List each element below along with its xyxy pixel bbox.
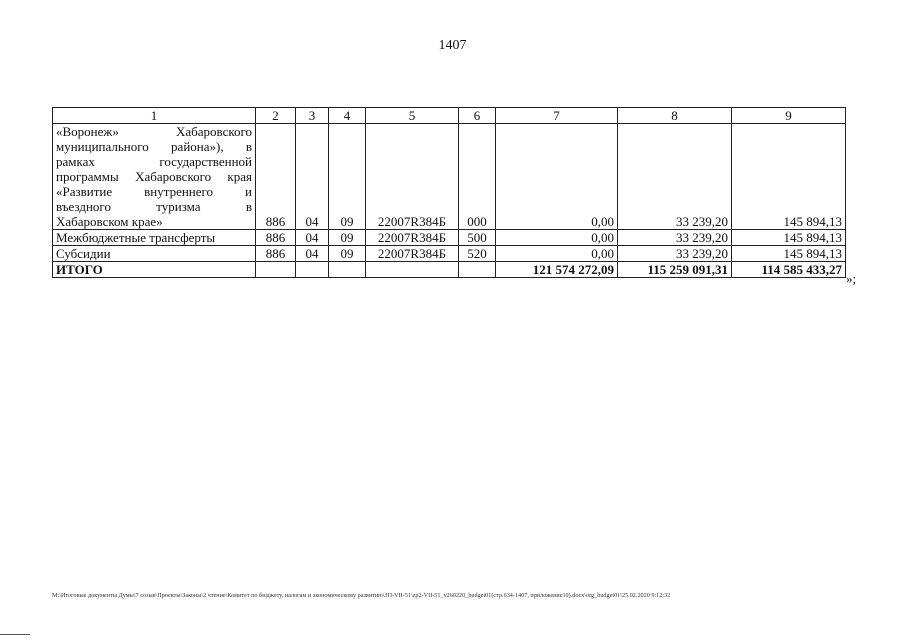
column-header: 5 <box>366 108 459 124</box>
cell-col5: 22007R384Б <box>366 246 459 262</box>
cell-col4: 09 <box>329 124 366 230</box>
cell-col8: 33 239,20 <box>618 124 732 230</box>
table-row <box>53 124 846 230</box>
column-header: 7 <box>496 108 618 124</box>
empty-cell <box>256 262 296 278</box>
cell-col9: 145 894,13 <box>732 246 846 262</box>
document-path-footer: M:\Итоговые документы Думы\7 созыв\Проекты\Законы\2 чтение\Комитет по бюджету, налогам и экономическому развитию\ЗП-VII-51\zp2-VII-51_v260220_budget01(стр.634-1407, приложение10).docx\org_budget01\25.02.2020 9:12:32 <box>52 592 671 599</box>
total-col7: 121 574 272,09 <box>496 262 618 278</box>
empty-cell <box>296 262 329 278</box>
cell-col8: 33 239,20 <box>618 246 732 262</box>
cell-col8: 33 239,20 <box>618 230 732 246</box>
cell-col3: 04 <box>296 124 329 230</box>
cell-col5: 22007R384Б <box>366 230 459 246</box>
closing-quote-mark: »; <box>846 271 857 286</box>
empty-cell <box>366 262 459 278</box>
total-row <box>53 262 846 278</box>
row-name-line: Субсидии <box>56 246 111 261</box>
cell-col3: 04 <box>296 230 329 246</box>
empty-cell <box>329 262 366 278</box>
row-name-line: «Развитие внутреннего и <box>56 184 252 199</box>
column-header: 9 <box>732 108 846 124</box>
cell-col7: 0,00 <box>496 246 618 262</box>
cell-col2: 886 <box>256 246 296 262</box>
total-col8: 115 259 091,31 <box>618 262 732 278</box>
cell-col7: 0,00 <box>496 124 618 230</box>
cell-col6: 500 <box>459 230 496 246</box>
budget-table <box>52 107 846 278</box>
row-name-line: программы Хабаровского края <box>56 169 252 184</box>
cell-col5: 22007R384Б <box>366 124 459 230</box>
cell-col6: 520 <box>459 246 496 262</box>
column-header: 6 <box>459 108 496 124</box>
cell-col7: 0,00 <box>496 230 618 246</box>
cell-col2: 886 <box>256 124 296 230</box>
column-header: 1 <box>53 108 256 124</box>
row-name-line: «Воронеж» Хабаровского <box>56 124 252 139</box>
page-number: 1407 <box>438 38 467 53</box>
total-label: ИТОГО <box>53 262 256 278</box>
row-name-line: Межбюджетные трансферты <box>56 230 216 245</box>
column-header: 3 <box>296 108 329 124</box>
row-name-cell <box>53 124 256 230</box>
cell-col4: 09 <box>329 230 366 246</box>
row-name-cell <box>53 230 256 246</box>
row-name-line: въездного туризма в <box>56 199 252 214</box>
cell-col3: 04 <box>296 246 329 262</box>
row-name-line: муниципального района»), в <box>56 139 252 154</box>
cell-col2: 886 <box>256 230 296 246</box>
column-header: 8 <box>618 108 732 124</box>
column-header: 4 <box>329 108 366 124</box>
table-row <box>53 230 846 246</box>
row-name-cell <box>53 246 256 262</box>
cell-col4: 09 <box>329 246 366 262</box>
row-name-line: Хабаровском крае» <box>56 214 163 229</box>
footer-rule <box>0 634 30 635</box>
table-header-row <box>53 108 846 124</box>
cell-col6: 000 <box>459 124 496 230</box>
total-col9: 114 585 433,27 <box>732 262 846 278</box>
table-row <box>53 246 846 262</box>
row-name-line: рамках государственной <box>56 154 252 169</box>
column-header: 2 <box>256 108 296 124</box>
empty-cell <box>459 262 496 278</box>
cell-col9: 145 894,13 <box>732 124 846 230</box>
cell-col9: 145 894,13 <box>732 230 846 246</box>
